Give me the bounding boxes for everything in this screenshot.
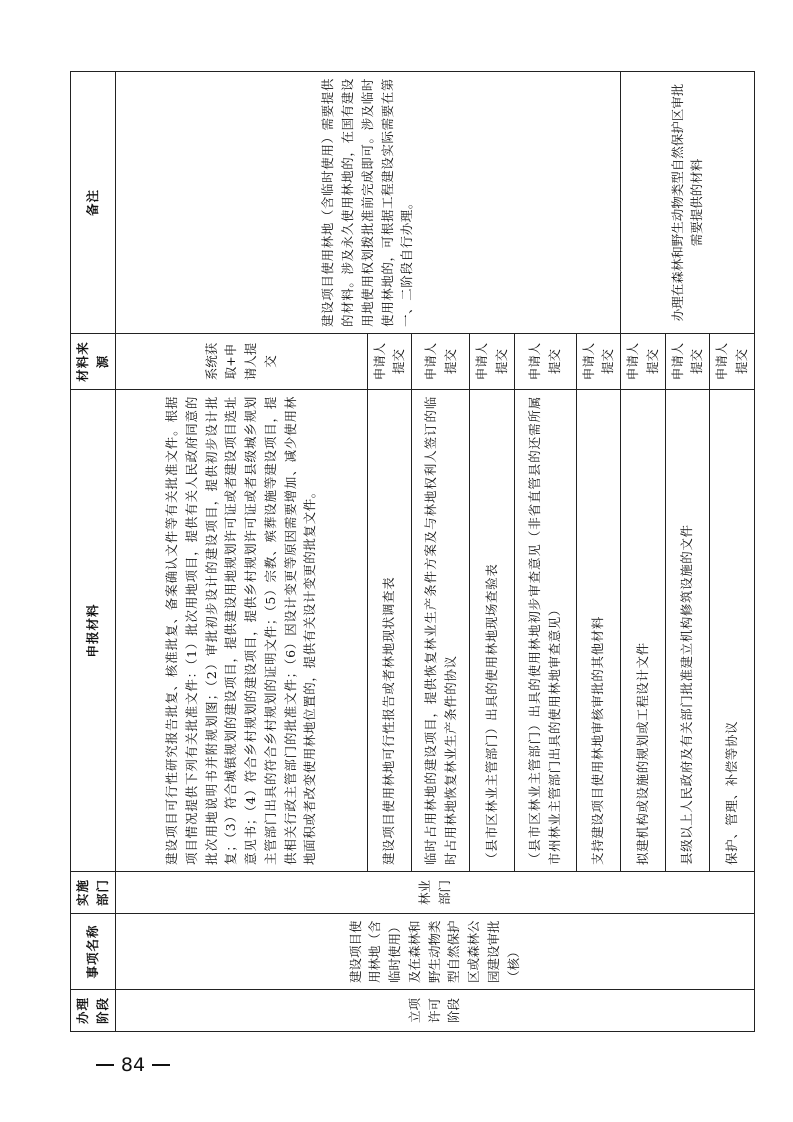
material-cell: 县级以上人民政府及有关部门批准建立机构修筑设施的文件 [665, 390, 710, 872]
material-cell: 临时占用林地的建设项目，提供恢复林业生产条件方案及与林地权利人签订的临时占用林地恢复林业生产条件的协议 [412, 390, 470, 872]
material-cell: （县市区林业主管部门）出具的使用林地现场查验表 [470, 390, 515, 872]
source-cell: 申请人提交 [514, 334, 576, 390]
source-cell: 申请人提交 [621, 334, 666, 390]
dept-cell: 林业部门 [115, 872, 754, 914]
source-cell: 系统获取+申请人提交 [115, 334, 367, 390]
dash-left-decoration [96, 1064, 114, 1066]
header-source: 材料来源 [71, 334, 116, 390]
source-cell: 申请人提交 [710, 334, 755, 390]
header-dept: 实施部门 [71, 872, 116, 914]
stage-cell: 立项许可阶段 [115, 990, 754, 1032]
source-cell: 申请人提交 [470, 334, 515, 390]
page-number-text: 84 [120, 1054, 146, 1076]
item-name-cell: 建设项目使用林地（含临时使用）及在森林和野生动物类型自然保护区或森林公园建设审批（核） [115, 914, 754, 990]
header-row [71, 72, 116, 1032]
source-cell: 申请人提交 [576, 334, 621, 390]
material-cell: 保护、管理、补偿等协议 [710, 390, 755, 872]
remark-cell: 办理在森林和野生动物类型自然保护区审批需要提供的材料 [621, 72, 755, 334]
header-stage: 办理阶段 [71, 990, 116, 1032]
material-cell: （县市区林业主管部门）出具的使用林地初步审查意见（非省直管县的还需所属市州林业主管部门出具的使用林地审查意见） [514, 390, 576, 872]
header-item: 事项名称 [71, 914, 116, 990]
page-number [78, 1050, 188, 1080]
header-materials: 申报材料 [71, 390, 116, 872]
approval-materials-table [70, 71, 755, 1032]
dash-right-decoration [152, 1064, 170, 1066]
remark-cell: 建设项目使用林地（含临时使用）需要提供的材料。涉及永久使用林地的，在国有建设用地使用权划拨批准前完成即可。涉及临时使用林地的，可根据工程建设实际需要在第一、二阶段自行办理。 [115, 72, 621, 334]
material-cell: 建设项目使用林地可行性报告或者林地现状调查表 [367, 390, 412, 872]
table-row [115, 72, 367, 1032]
material-cell: 支持建设项目使用林地审核审批的其他材料 [576, 390, 621, 872]
material-cell: 拟建机构或设施的规划或工程设计文件 [621, 390, 666, 872]
source-cell: 申请人提交 [665, 334, 710, 390]
material-cell: 建设项目可行性研究报告批复、核准批复、备案确认文件等有关批准文件。根据项目情况提供下列有关批准文件：（1）批次用地项目，提供有关人民政府同意的批次用地说明书并附规划图；（2）审批初步设计的建设项目，提供初步设计批复；（3）符合城镇规划的建设项目，提供建设用地规划许可证或者建设项目选址意见书；（4）符合乡村规划的建设项目，提供乡村规划许可证或者县级城乡规划主管部门出具的符合乡村规划的证明文件；（5）宗教、殡葬设施等建设项目，提供相关行政主管部门的批准文件；（6）因设计变更等原因需要增加、减少使用林地面积或者改变使用林地位置的，提供有关设计变更的批复文件。 [115, 390, 367, 872]
source-cell: 申请人提交 [367, 334, 412, 390]
header-remarks: 备注 [71, 72, 116, 334]
source-cell: 申请人提交 [412, 334, 470, 390]
